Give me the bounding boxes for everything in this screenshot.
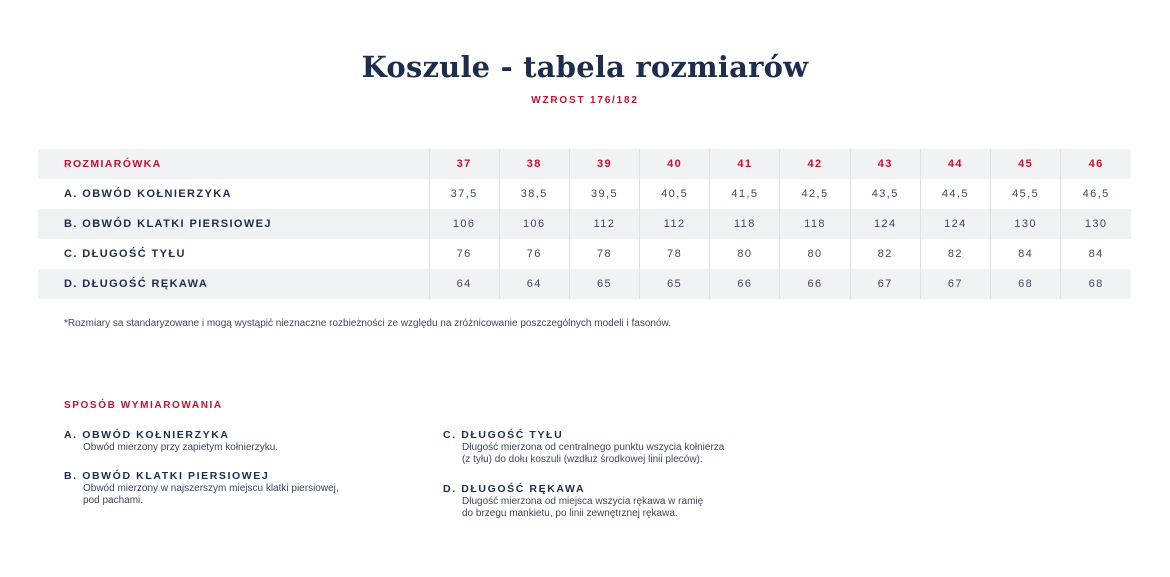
- size-header-cell: 42: [780, 149, 850, 179]
- measurement-section-title: SPOSÓB WYMIAROWANIA: [64, 400, 223, 411]
- size-header-cell: 46: [1061, 149, 1131, 179]
- table-cell: 124: [850, 209, 920, 239]
- size-table: [38, 149, 1131, 299]
- page-title: Koszule - tabela rozmiarów: [361, 50, 809, 84]
- table-cell: 112: [569, 209, 639, 239]
- table-cell: 41,5: [710, 179, 780, 209]
- measurement-item-back-length: [443, 429, 724, 466]
- size-header-label: ROZMIARÓWKA: [64, 158, 162, 170]
- height-subtitle: WZROST 176/182: [531, 95, 639, 106]
- size-header-cell: 40: [640, 149, 710, 179]
- table-cell: 84: [991, 239, 1061, 269]
- measurement-item-description: Obwód mierzony przy zapietym kołnierzyku.: [83, 442, 279, 453]
- size-header-cell: 43: [850, 149, 920, 179]
- table-cell: 82: [850, 239, 920, 269]
- table-cell: 76: [429, 239, 499, 269]
- table-cell: 66: [710, 269, 780, 299]
- table-cell: 78: [569, 239, 639, 269]
- table-cell: 67: [920, 269, 990, 299]
- table-cell: 124: [920, 209, 990, 239]
- table-cell: 43,5: [850, 179, 920, 209]
- table-cell: 64: [429, 269, 499, 299]
- size-header-cell: 39: [569, 149, 639, 179]
- table-cell: 66: [780, 269, 850, 299]
- measurement-item-description: Obwód mierzony w najszerszym miejscu klatki piersiowej, pod pachami.: [83, 483, 339, 506]
- measurement-item-title: A. OBWÓD KOŁNIERZYKA: [64, 429, 230, 441]
- table-cell: 82: [920, 239, 990, 269]
- table-row: [38, 269, 1131, 299]
- size-header-row: [38, 149, 1131, 179]
- table-cell: 64: [499, 269, 569, 299]
- table-cell: 68: [991, 269, 1061, 299]
- measurement-item-title: C. DŁUGOŚĆ TYŁU: [443, 429, 564, 441]
- table-cell: 112: [640, 209, 710, 239]
- table-cell: 78: [640, 239, 710, 269]
- table-cell: 39,5: [569, 179, 639, 209]
- table-cell: 84: [1061, 239, 1131, 269]
- measurement-item-description: Długość mierzona od centralnego punktu wszycia kołnierza (z tyłu) do dołu koszuli (wzdłuż środkowej linii pleców).: [462, 442, 725, 465]
- table-cell: 68: [1061, 269, 1131, 299]
- table-cell: 44,5: [920, 179, 990, 209]
- measurement-item-chest: [64, 470, 339, 507]
- table-cell: 38,5: [499, 179, 569, 209]
- table-cell: 130: [1061, 209, 1131, 239]
- table-cell: 80: [710, 239, 780, 269]
- table-cell: 65: [640, 269, 710, 299]
- table-row: [38, 239, 1131, 269]
- table-cell: 118: [780, 209, 850, 239]
- table-cell: 76: [499, 239, 569, 269]
- size-header-cell: 37: [429, 149, 499, 179]
- table-row: [38, 179, 1131, 209]
- table-cell: 130: [991, 209, 1061, 239]
- table-row: [38, 209, 1131, 239]
- size-header-cell: 41: [710, 149, 780, 179]
- table-cell: 65: [569, 269, 639, 299]
- row-label: A. OBWÓD KOŁNIERZYKA: [64, 188, 232, 200]
- size-disclaimer-note: *Rozmiary sa standaryzowane i mogą wystąpić nieznaczne rozbieżności ze względu na zróżnicowanie poszczególnych modeli i fasonów.: [64, 318, 671, 329]
- table-cell: 118: [710, 209, 780, 239]
- table-cell: 37,5: [429, 179, 499, 209]
- table-cell: 80: [780, 239, 850, 269]
- row-label: C. DŁUGOŚĆ TYŁU: [64, 248, 186, 260]
- table-cell: 67: [850, 269, 920, 299]
- table-cell: 106: [429, 209, 499, 239]
- row-label: B. OBWÓD KLATKI PIERSIOWEJ: [64, 218, 272, 230]
- size-header-cell: 45: [991, 149, 1061, 179]
- size-header-cell: 44: [920, 149, 990, 179]
- size-header-cell: 38: [499, 149, 569, 179]
- table-cell: 45,5: [991, 179, 1061, 209]
- measurement-item-sleeve-length: [443, 483, 703, 520]
- table-cell: 106: [499, 209, 569, 239]
- measurement-item-title: B. OBWÓD KLATKI PIERSIOWEJ: [64, 470, 270, 482]
- measurement-item-collar: [64, 429, 278, 454]
- table-cell: 42,5: [780, 179, 850, 209]
- measurement-item-description: Długość mierzona od miejsca wszycia rękawa w ramię do brzegu mankietu, po linii zewnętrznej rękawa.: [462, 496, 704, 519]
- row-label: D. DŁUGOŚĆ RĘKAWA: [64, 278, 209, 290]
- table-cell: 40,5: [640, 179, 710, 209]
- measurement-item-title: D. DŁUGOŚĆ RĘKAWA: [443, 483, 586, 495]
- table-cell: 46,5: [1061, 179, 1131, 209]
